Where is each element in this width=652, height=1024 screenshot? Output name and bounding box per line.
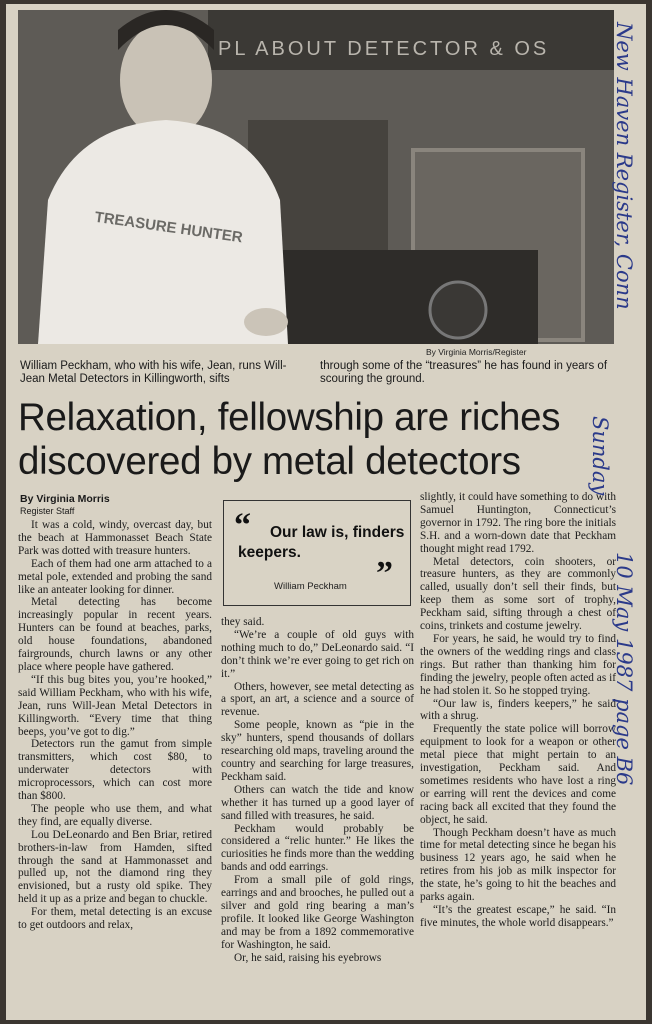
photo-caption-left: William Peckham, who with his wife, Jean, runs Will-Jean Metal Detectors in Killingworth, sifts [20,360,287,385]
paragraph: The people who use them, and what they find, are equally diverse. [18,802,212,828]
photo-sign-text: PL ABOUT DETECTOR & OS [218,38,550,60]
byline-role: Register Staff [20,506,75,516]
paragraph: Some people, known as “pie in the sky” hunters, spend thousands of dollars researching old maps, traveling around the country and searching for large treasures, Peckham said. [221,719,414,783]
shirt-print-text: TREASURE HUNTER [93,208,244,247]
handwritten-day: Sunday [588,416,612,496]
handwritten-source: New Haven Register, Conn [612,22,636,310]
headline-line-1: Relaxation, fellowship are riches [18,396,561,439]
paragraph: “Our law is, finders keepers,” he said with a shrug. [420,697,616,723]
paragraph: It was a cold, windy, overcast day, but the beach at Hammonasset Beach State Park was dotted with treasure hunters. [18,519,212,557]
paragraph: “If this bug bites you, you’re hooked,” said William Peckham, who with his wife, Jean, runs Will-Jean Metal Detectors in Killingworth. “Every time that thing beeps, you’ve got to dig.” [18,673,212,738]
pull-quote [223,500,411,606]
paragraph: Others can watch the tide and know whether it has turned up a good layer of sand filled with treasures, he said. [221,783,414,822]
paragraph: Metal detectors, coin shooters, or treasure hunters, as they are commonly called, usually don’t sell their finds, but keep them as some sort of trophy, Peckham said, sifting through a chest of coins, trinkets and costume jewelry. [420,555,616,633]
paragraph: From a small pile of gold rings, earrings and and brooches, he pulled out a silver and gold ring bearing a man’s profile. It looked like George Washington and may be from a 1892 commemorative for Washington, he said. [221,874,414,951]
paragraph: For them, metal detecting is an excuse to get outdoors and relax, [18,906,212,932]
open-quote-mark: “ [234,507,251,544]
paragraph: they said. [221,616,265,628]
paragraph: Others, however, see metal detecting as a sport, an art, a science and a source of revenue. [221,680,414,719]
paragraph: Detectors run the gamut from simple transmitters, which cost $80, to underwater detectors with microprocessors, which can cost more than $800. [18,738,212,803]
article-photo [18,10,614,344]
photo-illustration [18,10,614,344]
close-quote-mark: ” [376,555,393,592]
paragraph: Lou DeLeonardo and Ben Briar, retired brothers-in-law from Hamden, sifted through the sand at Hammonasset and pulled up, not the diamond ring they envisioned, but a rusty old spike. They held it up as a prize and began to chuckle. [18,828,212,906]
headline-line-2: discovered by metal detectors [18,440,521,483]
pull-quote-text: Our law is, finders keepers. [238,524,405,561]
article-column-1 [18,519,212,932]
paragraph: Or, he said, raising his eyebrows [234,951,382,964]
article-column-3 [420,491,616,930]
paragraph: Each of them had one arm attached to a metal pole, extended and probing the sand like an anteater looking for dinner. [18,557,212,596]
paragraph: Frequently the state police will borrow equipment to look for a weapon or other metal piece that might pertain to an investigation, Peckham said. And sometimes residents who have lost a ring or earring will rent the devices and come racing back all excited that they found the object, he said. [420,723,616,826]
paragraph: “We’re a couple of old guys with nothing much to do,” DeLeonardo said. “I don’t think we’re ever going to get rich on it.” [221,628,414,680]
paragraph: For years, he said, he would try to find the owners of the wedding rings and class rings. But rather than thanking him for finding the jewelry, people often acted as if he had stolen it. So he stopped trying. [420,632,616,697]
photo-credit: By Virginia Morris/Register [426,347,527,357]
paragraph: “It’s the greatest escape,” he said. “In five minutes, the whole world disappears.” [420,904,616,929]
handwritten-annotation [588,12,646,962]
paragraph: Peckham would probably be considered a “relic hunter.” He likes the curiosities he finds more than the wedding bands and odd earrings. [221,822,414,874]
article-column-2 [221,616,414,964]
pull-quote-attribution: William Peckham [274,581,347,592]
paragraph: Though Peckham doesn’t have as much time for metal detecting since he began his business 12 years ago, he said when he retires from his job as milk inspector for the state, he’s going to hit the beaches and parks again. [420,826,616,904]
handwritten-date-page: 10 May 1987 page B6 [612,552,636,786]
newspaper-clipping [6,4,646,1020]
paragraph: slightly, it could have something to do with Samuel Huntington, Connecticut’s governor in 1792. The ring bore the initials S.H. and a worn-down date that Peckham thought might read 1792. [420,491,616,555]
paragraph: Metal detecting has become increasingly popular in recent years. Hunters can be found at beaches, parks, old house foundations, abandoned fairgrounds, church lawns or any other place where people have gathered. [18,596,212,673]
byline-author: By Virginia Morris [20,493,110,505]
photo-caption-right: through some of the “treasures” he has found in years of scouring the ground. [320,360,608,385]
headline [18,396,618,484]
